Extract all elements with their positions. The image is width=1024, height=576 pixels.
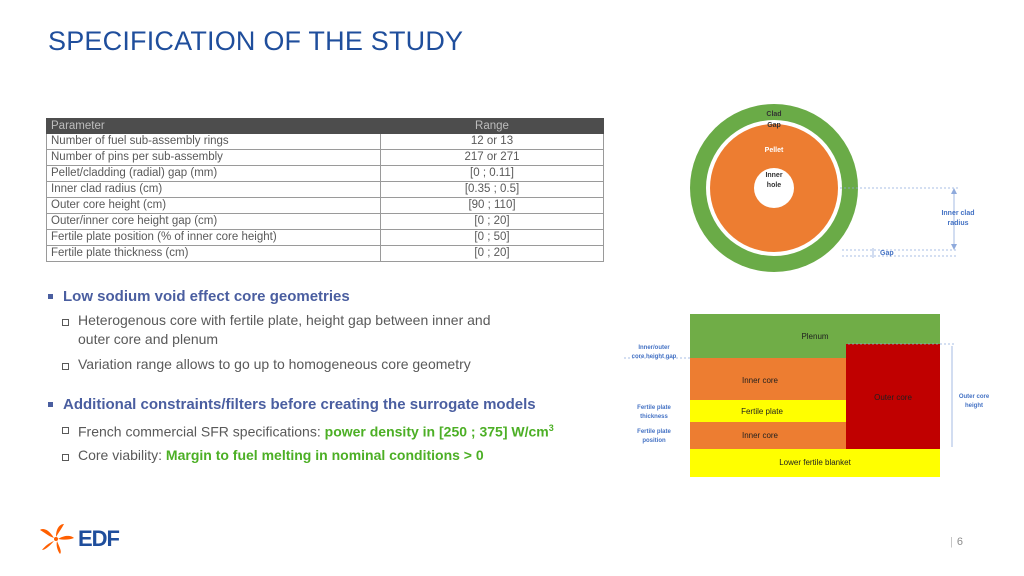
- edf-logo-text: EDF: [78, 526, 119, 551]
- table-cell-range: [0 ; 50]: [381, 230, 604, 246]
- gap-top-label: Gap: [767, 122, 781, 129]
- parameter-table: [46, 118, 604, 262]
- square-bullet-icon: [48, 402, 53, 407]
- plate-position-label-line1: Fertile plate: [637, 429, 671, 435]
- bullet-text: Low sodium void effect core geometries: [63, 288, 350, 305]
- column-header-parameter: Parameter: [47, 119, 381, 134]
- hollow-square-bullet-icon: [62, 363, 69, 370]
- inner-core-bottom-label: Inner core: [741, 431, 779, 440]
- inner-clad-radius-label-line1: Inner clad: [941, 210, 975, 217]
- table-cell-range: [0.35 ; 0.5]: [381, 182, 604, 198]
- outer-core-label: Outer core: [874, 393, 912, 402]
- height-gap-label-line1: Inner/outer: [638, 345, 670, 351]
- inner-core-top-label: Inner core: [741, 376, 779, 385]
- sub-bullet-prefix: Core viability:: [78, 446, 166, 463]
- plate-thickness-label-line1: Fertile plate: [637, 405, 671, 411]
- table-cell-parameter: Outer core height (cm): [47, 198, 381, 214]
- pellet-cross-section-diagram: [690, 104, 990, 274]
- table-cell-parameter: Inner clad radius (cm): [47, 182, 381, 198]
- table-cell-range: [0 ; 0.11]: [381, 166, 604, 182]
- table-row: [47, 214, 604, 230]
- table-cell-parameter: Fertile plate position (% of inner core height): [47, 230, 381, 246]
- bullet-item: [46, 288, 626, 305]
- sub-bullet-text: Heterogenous core with fertile plate, height gap between inner and outer core and plenum: [78, 312, 491, 347]
- plate-thickness-label-line2: thickness: [640, 414, 668, 420]
- sub-bullet-text: Variation range allows to go up to homogeneous core geometry: [78, 356, 471, 372]
- sub-bullet-text: [78, 419, 554, 442]
- inner-clad-radius-label-line2: radius: [947, 220, 969, 227]
- clad-label: Clad: [766, 111, 782, 118]
- table-row: [47, 166, 604, 182]
- plenum-label: Plenum: [801, 332, 829, 341]
- table-row: [47, 246, 604, 262]
- table-header-row: [47, 119, 604, 134]
- height-gap-label-line2: core height gap: [631, 354, 677, 360]
- highlight-text: power density in [250 ; 375] W/cm: [324, 423, 549, 440]
- inner-hole-label-line1: Inner: [765, 172, 783, 179]
- plate-position-label-line2: position: [642, 438, 666, 444]
- table-row: [47, 198, 604, 214]
- table-cell-parameter: Number of pins per sub-assembly: [47, 150, 381, 166]
- highlight-text: Margin to fuel melting in nominal conditions > 0: [165, 446, 484, 463]
- table-cell-range: 217 or 271: [381, 150, 604, 166]
- outer-core-height-label-line2: height: [965, 403, 983, 409]
- table-cell-range: 12 or 13: [381, 134, 604, 150]
- pellet-label: Pellet: [764, 147, 784, 154]
- sub-bullet-item: [62, 446, 626, 465]
- table-cell-parameter: Number of fuel sub-assembly rings: [47, 134, 381, 150]
- page-number: [950, 536, 963, 548]
- gap-label: Gap: [880, 250, 894, 257]
- arrow-down-icon: [951, 244, 957, 250]
- bullet-item: [46, 396, 626, 413]
- core-geometry-diagram: [622, 312, 1002, 480]
- sub-bullet-item: [62, 419, 626, 442]
- table-cell-range: [0 ; 20]: [381, 246, 604, 262]
- page-number-value: 6: [956, 536, 963, 548]
- table-cell-parameter: Fertile plate thickness (cm): [47, 246, 381, 262]
- table-cell-parameter: Outer/inner core height gap (cm): [47, 214, 381, 230]
- page-title: SPECIFICATION OF THE STUDY: [48, 26, 464, 56]
- lower-blanket-label: Lower fertile blanket: [779, 458, 851, 467]
- arrow-up-icon: [951, 188, 957, 194]
- superscript: 3: [548, 423, 554, 433]
- outer-core-height-label-line1: Outer core: [958, 394, 990, 400]
- fertile-plate-label: Fertile plate: [741, 407, 783, 416]
- hollow-square-bullet-icon: [62, 454, 69, 461]
- separator: |: [950, 536, 953, 548]
- table-row: [47, 150, 604, 166]
- hollow-square-bullet-icon: [62, 319, 69, 326]
- square-bullet-icon: [48, 294, 53, 299]
- sub-bullet-item: [62, 355, 626, 374]
- table-cell-range: [0 ; 20]: [381, 214, 604, 230]
- bullet-text: Additional constraints/filters before creating the surrogate models: [63, 396, 536, 413]
- edf-logo: [40, 524, 119, 554]
- table-row: [47, 230, 604, 246]
- table-row: [47, 134, 604, 150]
- edf-flower-icon: [40, 524, 74, 554]
- bullet-list: [46, 288, 626, 465]
- table-cell-range: [90 ; 110]: [381, 198, 604, 214]
- column-header-range: Range: [381, 119, 604, 134]
- table-row: [47, 182, 604, 198]
- inner-hole-label-line2: hole: [766, 182, 782, 189]
- sub-bullet-text: [78, 446, 484, 465]
- sub-bullet-prefix: French commercial SFR specifications:: [78, 423, 325, 440]
- table-cell-parameter: Pellet/cladding (radial) gap (mm): [47, 166, 381, 182]
- sub-bullet-item: [62, 311, 626, 349]
- hollow-square-bullet-icon: [62, 427, 69, 434]
